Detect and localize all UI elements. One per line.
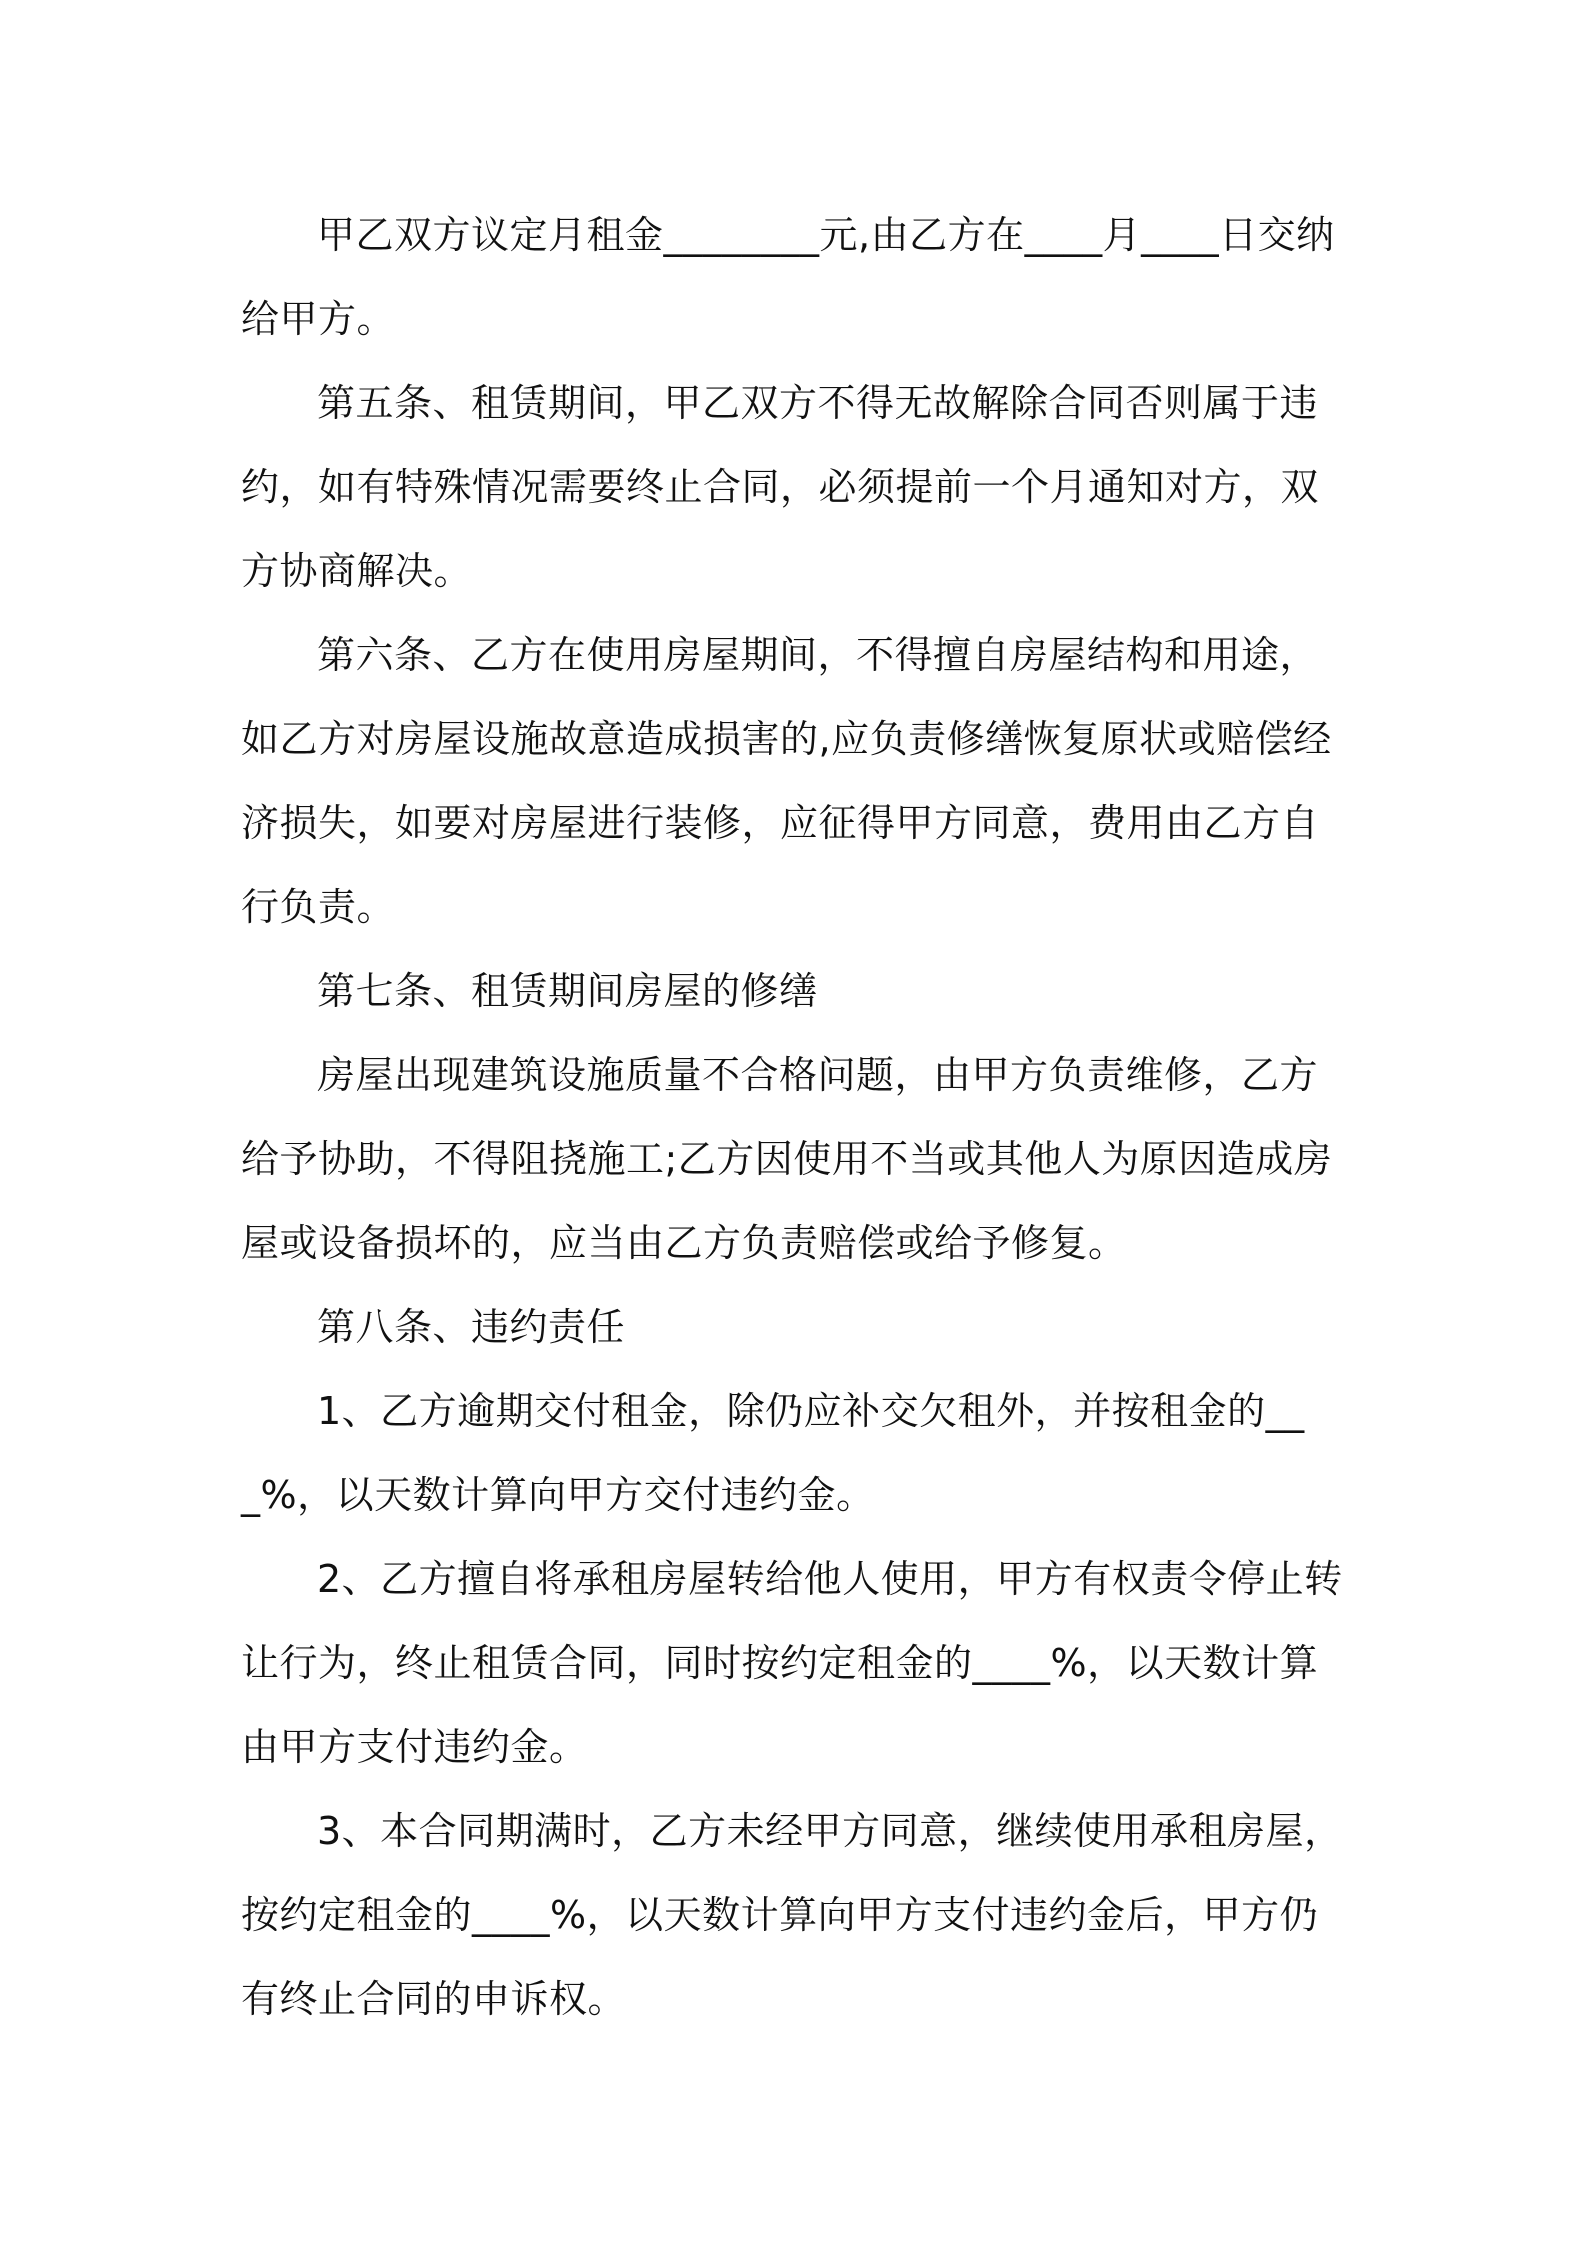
article-8-heading: 第八条、违约责任 — [317, 1305, 626, 1349]
article-8-item-1: 1、乙方逾期交付租金，除仍应补交欠租外，并按租金的___%，以天数计算向甲方交付违约金。 — [241, 1389, 1305, 1517]
article-7-paragraph: 房屋出现建筑设施质量不合格问题，由甲方负责维修，乙方给予协助，不得阻挠施工;乙方因使用不当或其他人为原因造成房屋或设备损坏的，应当由乙方负责赔偿或给予修复。 — [241, 1053, 1333, 1265]
article-6-paragraph: 第六条、乙方在使用房屋期间，不得擅自房屋结构和用途，如乙方对房屋设施故意造成损害的,应负责修缮恢复原状或赔偿经济损失，如要对房屋进行装修，应征得甲方同意，费用由乙方自行负责。 — [241, 633, 1332, 929]
rent-payment-paragraph: 甲乙双方议定月租金________元,由乙方在____月____日交纳给甲方。 — [241, 213, 1335, 341]
article-7-heading: 第七条、租赁期间房屋的修缮 — [317, 969, 818, 1013]
article-8-item-3: 3、本合同期满时，乙方未经甲方同意，继续使用承租房屋，按约定租金的____%，以天数计算向甲方支付违约金后，甲方仍有终止合同的申诉权。 — [241, 1809, 1343, 2021]
document-body — [241, 193, 1356, 2041]
article-8-item-2: 2、乙方擅自将承租房屋转给他人使用，甲方有权责令停止转让行为，终止租赁合同，同时按约定租金的____%，以天数计算由甲方支付违约金。 — [241, 1557, 1343, 1769]
article-5-paragraph: 第五条、租赁期间，甲乙双方不得无故解除合同否则属于违约，如有特殊情况需要终止合同，必须提前一个月通知对方，双方协商解决。 — [241, 381, 1320, 593]
